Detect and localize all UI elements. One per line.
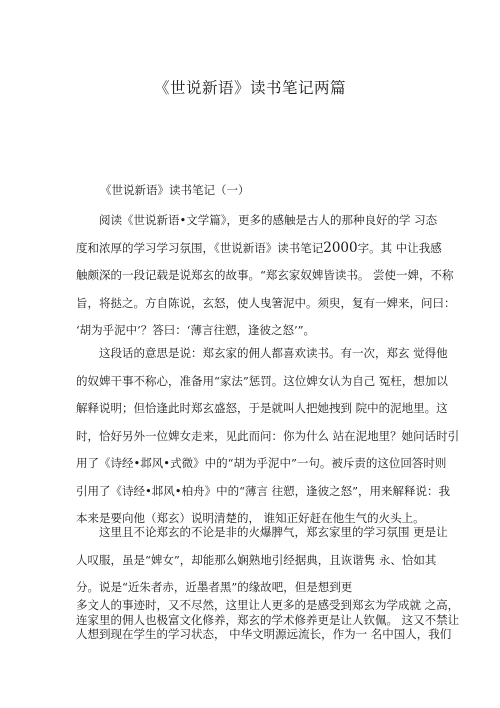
paragraph-line-text: 度和浓厚的学习学习氛围，《世说新语》读书笔记 <box>76 240 324 255</box>
paragraph-line: 这段话的意思是说：郑玄家的佣人都喜欢读书。有一次，郑玄 觉得他 <box>99 346 448 360</box>
paragraph-line: 的奴婢干事不称心，准备用“家法”惩罚。这位婢女认为自己 冤枉，想加以 <box>76 373 448 388</box>
paragraph-line: ‘胡为乎泥中’？答曰：‘薄言往愬，逢彼之怒’”。 <box>76 323 315 337</box>
paragraph-line-text: 字。其 中让我感 <box>357 240 442 255</box>
paragraph-line: 解释说明；但恰逢此时郑玄盛怒，于是就叫人把她拽到 院中的泥地里。这 <box>76 401 448 415</box>
paragraph-4 <box>76 598 460 642</box>
section-heading: 《世说新语》读书笔记（一） <box>100 183 250 197</box>
paragraph-line: 用了《诗经•邶风•式微》中的“胡为乎泥中”一句。被斥责的这位回答时则 <box>76 456 447 470</box>
document-title: 《世说新语》读书笔记两篇 <box>153 79 346 97</box>
paragraph-line: 分。说是“近朱者赤，近墨者黑”的缘故吧，但是想到更 <box>76 580 353 594</box>
paragraph-1 <box>76 207 456 345</box>
paragraph-3 <box>76 519 448 602</box>
paragraph-line: 阅读《世说新语•文学篇》，更多的感触是古人的那种良好的学 习态 <box>99 213 438 227</box>
paragraph-line: 人想到现在学生的学习状态， 中华文明源远流长，作为一 名中国人，我们 <box>76 627 452 641</box>
paragraph-2 <box>76 340 460 533</box>
paragraph-line: 触颇深的一段记载是说郑玄的故事。“郑玄家奴婢皆读书。 尝使一婢，不称 <box>76 268 454 282</box>
paragraph-line: 连家里的佣人也极富文化修养，郑玄的学术修养更是让人钦佩。 这又不禁让 <box>76 612 460 627</box>
paragraph-line: 旨，将挞之。方自陈说，玄怒，使人曳箸泥中。须臾，复有一婢来，问曰： <box>76 295 456 310</box>
paragraph-line: 本来是要向他（郑玄）说明清楚的， 谁知正好赶在他生气的火头上。 <box>76 511 425 525</box>
paragraph-line: 时，恰好另外一位婢女走来，见此而问：你为什么 站在泥地里？她问话时引 <box>76 428 460 443</box>
paragraph-line: 这里且不论郑玄的不论是非的火爆脾气，郑玄家里的学习氛围 更是让 <box>99 525 448 539</box>
paragraph-line: 人叹服，虽是“婢女”，却能那么娴熟地引经据典，且诙谐隽 永、恰如其 <box>76 552 437 567</box>
paragraph-line: 多文人的事迹时，又不尽然，这里让人更多的是感受到郑玄为学成就 之高， <box>76 598 460 612</box>
paragraph-line <box>76 235 442 263</box>
word-count-number: 2000 <box>323 239 358 256</box>
paragraph-line: 引用了《诗经•邶风•柏舟》中的“薄言 往愬，逢彼之怒”，用来解释说：我 <box>76 483 450 498</box>
